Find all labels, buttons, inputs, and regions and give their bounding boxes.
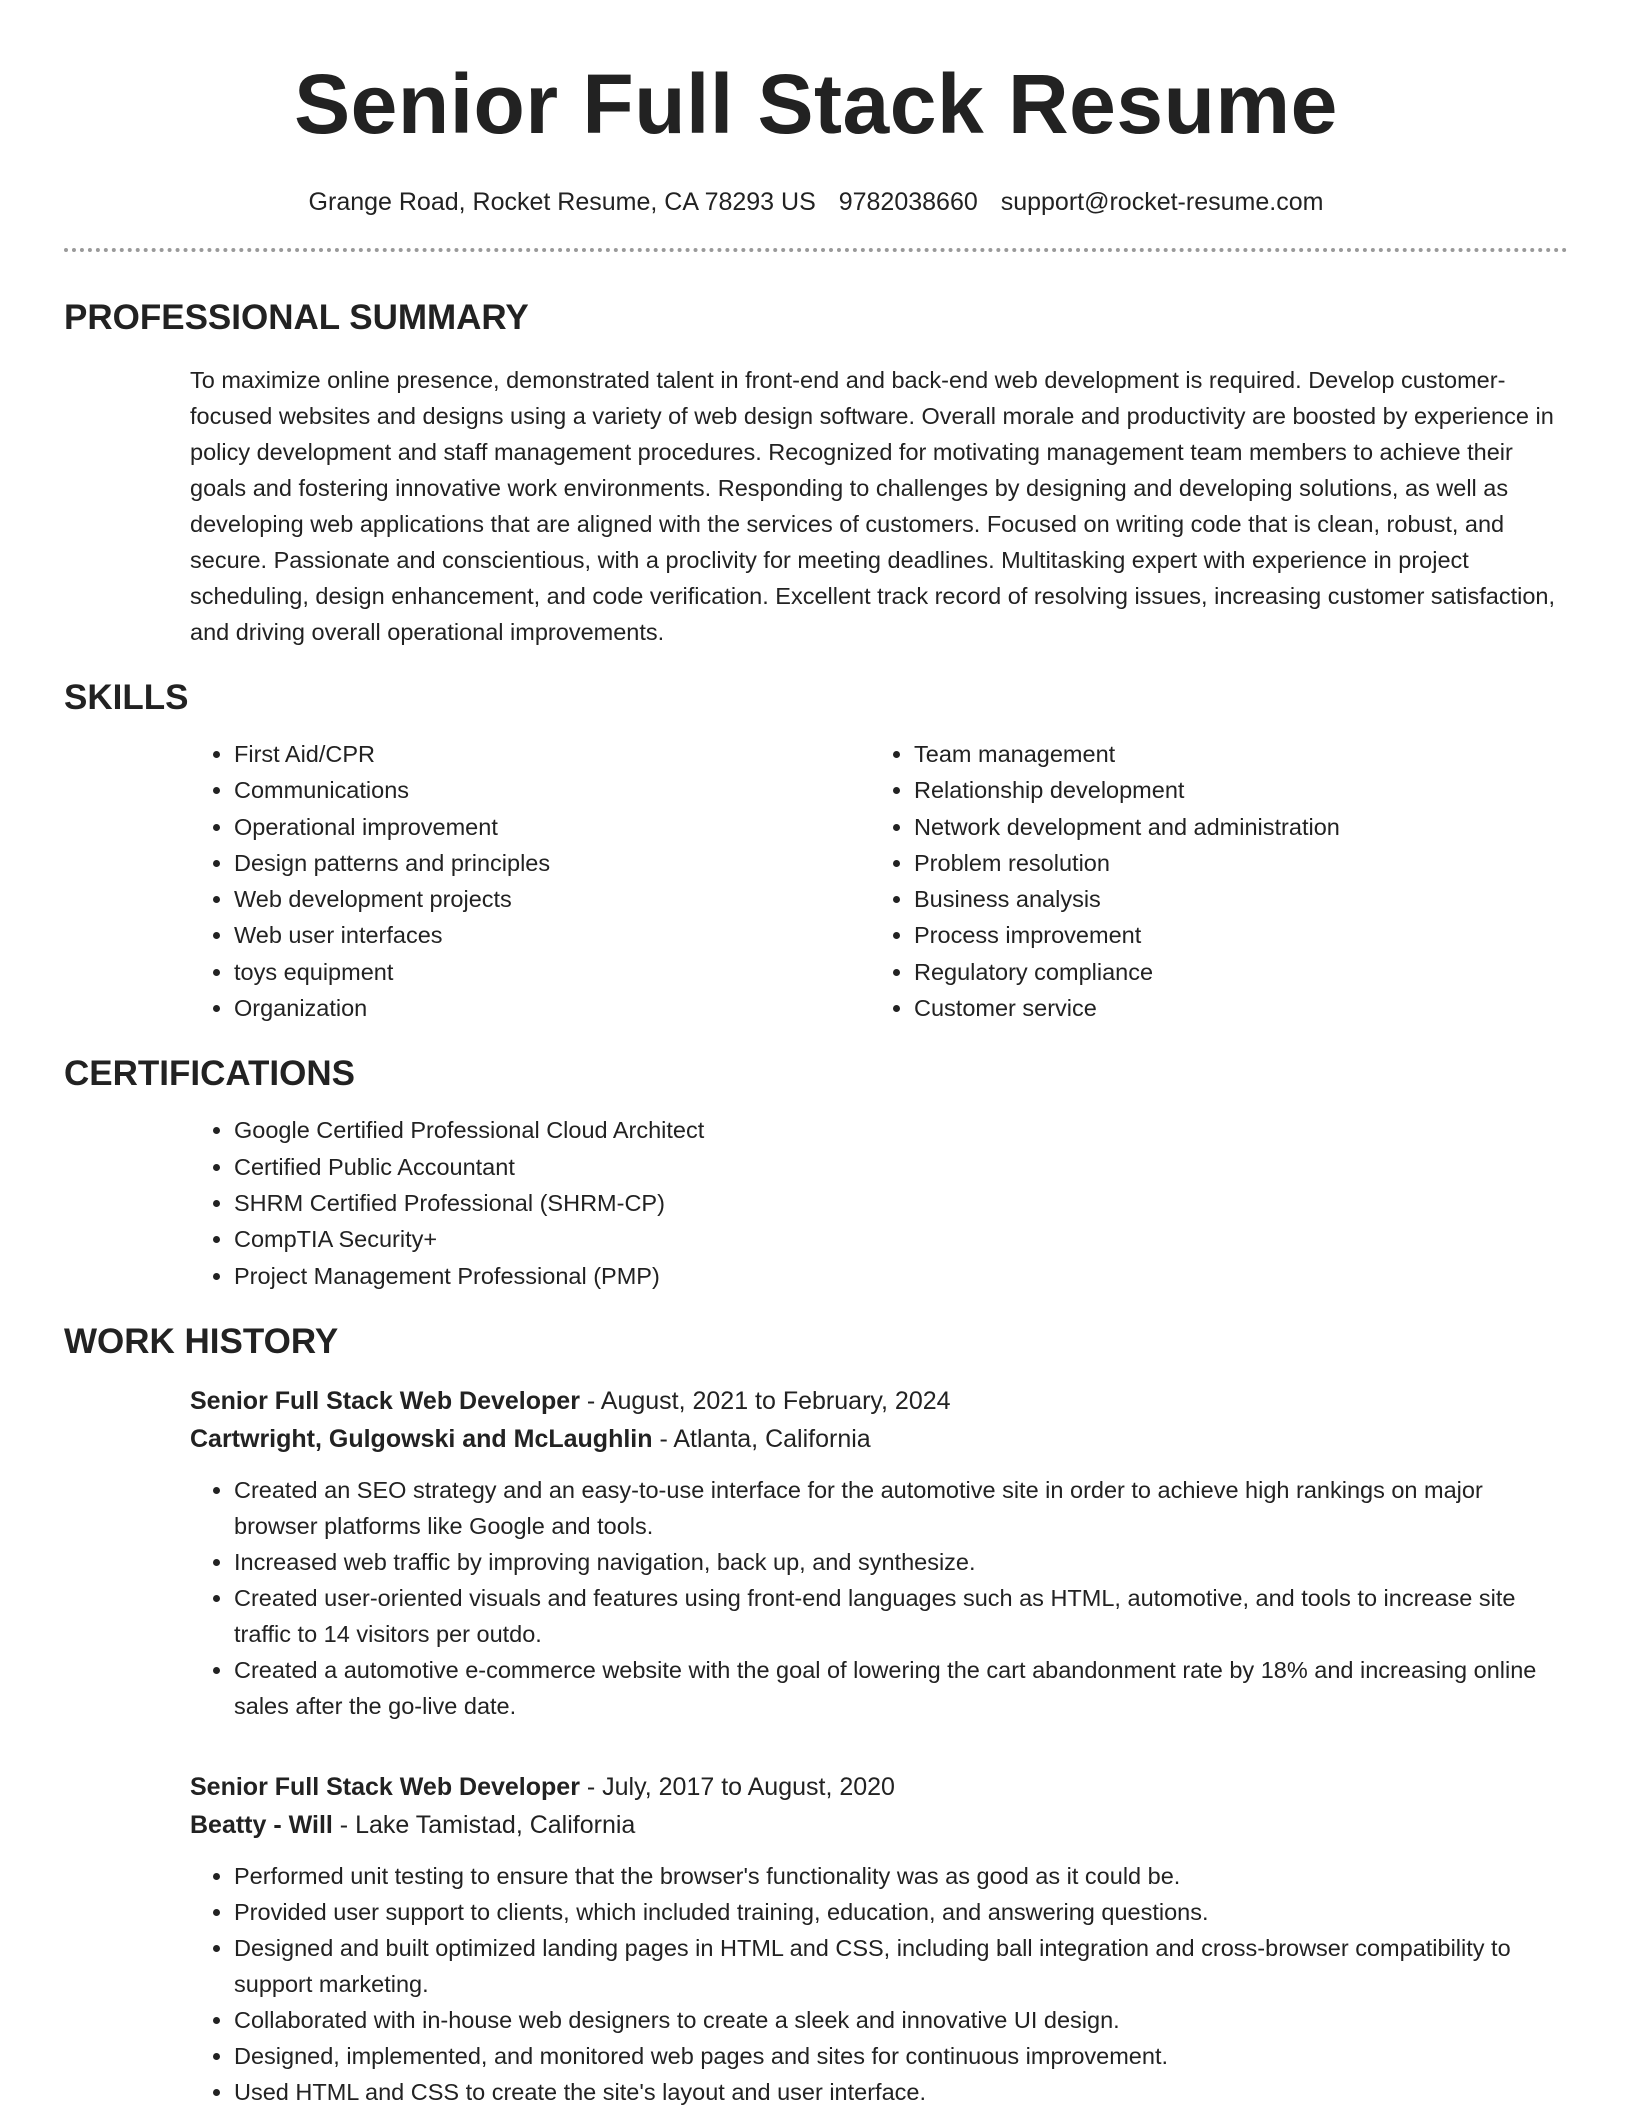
skills-section: [64, 676, 1568, 1026]
job-company-line: [190, 1806, 1568, 1844]
section-title-work: WORK HISTORY: [64, 1321, 339, 1361]
job-role: Senior Full Stack Web Developer: [190, 1772, 580, 1801]
contact-line: [64, 186, 1568, 218]
section-title-summary: PROFESSIONAL SUMMARY: [64, 298, 529, 337]
list-item: • Customer service: [914, 990, 1550, 1026]
job-title-line: [190, 1382, 1568, 1420]
job-bullets: [190, 1472, 1568, 1724]
job-role: Senior Full Stack Web Developer: [190, 1386, 580, 1415]
list-item: • Problem resolution: [914, 845, 1550, 881]
list-item: • Business analysis: [914, 881, 1550, 917]
list-item: • Certified Public Accountant: [234, 1149, 1568, 1185]
list-item: • Designed and built optimized landing pages in HTML and CSS, including ball integration and cross-browser compatibility to support marketing.: [234, 1930, 1568, 2002]
list-item: • Created user-oriented visuals and features using front-end languages such as HTML, automotive, and tools to increase site traffic to 14 visitors per outdo.: [234, 1580, 1568, 1652]
list-item: • Network development and administration: [914, 809, 1550, 845]
job-location: - Lake Tamistad, California: [332, 1810, 636, 1839]
list-item: • Designed, implemented, and monitored web pages and sites for continuous improvement.: [234, 2038, 1568, 2074]
skills-list-right: [870, 736, 1550, 1026]
phone: 9782038660: [838, 188, 978, 216]
list-item: • Increased web traffic by improving navigation, back up, and synthesize.: [234, 1544, 1568, 1580]
list-item: • CompTIA Security+: [234, 1221, 1568, 1257]
job-company-line: [190, 1420, 1568, 1458]
certifications-list: [190, 1112, 1568, 1293]
skills-list-left: [190, 736, 870, 1026]
list-item: • Collaborated with in-house web designers to create a sleek and innovative UI design.: [234, 2002, 1568, 2038]
section-title-skills: SKILLS: [64, 678, 189, 717]
list-item: • Provided user support to clients, which included training, education, and answering questions.: [234, 1894, 1568, 1930]
list-item: • Created an SEO strategy and an easy-to-use interface for the automotive site in order to achieve high rankings on major browser platforms like Google and tools.: [234, 1472, 1568, 1544]
job-entry: [190, 1382, 1568, 1724]
list-item: • SHRM Certified Professional (SHRM-CP): [234, 1185, 1568, 1221]
list-item: • Project Management Professional (PMP): [234, 1258, 1568, 1294]
list-item: • First Aid/CPR: [234, 736, 870, 772]
skills-columns: [190, 736, 1568, 1026]
skills-column-left: [190, 736, 870, 1026]
list-item: • Operational improvement: [234, 809, 870, 845]
list-item: • Communications: [234, 772, 870, 808]
list-item: • Organization: [234, 990, 870, 1026]
email: support@rocket-resume.com: [1000, 188, 1324, 216]
job-bullets: [190, 1858, 1568, 2110]
resume-header: [64, 0, 1568, 218]
job-dates: - July, 2017 to August, 2020: [579, 1772, 895, 1801]
list-item: • Created a automotive e-commerce website with the goal of lowering the cart abandonment rate by 18% and increasing online sales after the go-live date.: [234, 1652, 1568, 1724]
professional-summary-section: [64, 296, 1568, 650]
skills-column-right: [870, 736, 1550, 1026]
address: Grange Road, Rocket Resume, CA 78293 US: [308, 188, 816, 216]
list-item: • Web development projects: [234, 881, 870, 917]
header-divider: [64, 248, 1568, 252]
list-item: • Google Certified Professional Cloud Architect: [234, 1112, 1568, 1148]
job-company: Cartwright, Gulgowski and McLaughlin: [190, 1424, 653, 1453]
list-item: • Relationship development: [914, 772, 1550, 808]
list-item: • Design patterns and principles: [234, 845, 870, 881]
list-item: • Web user interfaces: [234, 917, 870, 953]
summary-text: To maximize online presence, demonstrated talent in front-end and back-end web development is required. Develop customer-focused websites and designs using a variety of web design software. Overall morale and productivity are boosted by experience in policy development and staff management procedures. Recognized for motivating management team members to achieve their goals and fostering innovative work environments. Responding to challenges by designing and developing solutions, as well as developing web applications that are aligned with the services of customers. Focused on writing code that is clean, robust, and secure. Passionate and conscientious, with a proclivity for meeting deadlines. Multitasking expert with experience in project scheduling, design enhancement, and code verification. Excellent track record of resolving issues, increasing customer satisfaction, and driving overall operational improvements.: [190, 367, 1556, 645]
certifications-section: [64, 1052, 1568, 1293]
list-item: • Team management: [914, 736, 1550, 772]
list-item: • Used HTML and CSS to create the site's layout and user interface.: [234, 2074, 1568, 2110]
list-item: • Process improvement: [914, 917, 1550, 953]
job-location: - Atlanta, California: [652, 1424, 871, 1453]
job-company: Beatty - Will: [190, 1810, 333, 1839]
certifications-block: [190, 1112, 1568, 1293]
list-item: • Performed unit testing to ensure that the browser's functionality was as good as it could be.: [234, 1858, 1568, 1894]
list-item: • toys equipment: [234, 954, 870, 990]
job-entry: [190, 1768, 1568, 2110]
candidate-name: Senior Full Stack Resume: [294, 57, 1338, 151]
section-title-certifications: CERTIFICATIONS: [64, 1054, 356, 1094]
work-history-section: [64, 1320, 1568, 2110]
list-item: • Regulatory compliance: [914, 954, 1550, 990]
job-title-line: [190, 1768, 1568, 1806]
job-dates: - August, 2021 to February, 2024: [579, 1386, 951, 1415]
